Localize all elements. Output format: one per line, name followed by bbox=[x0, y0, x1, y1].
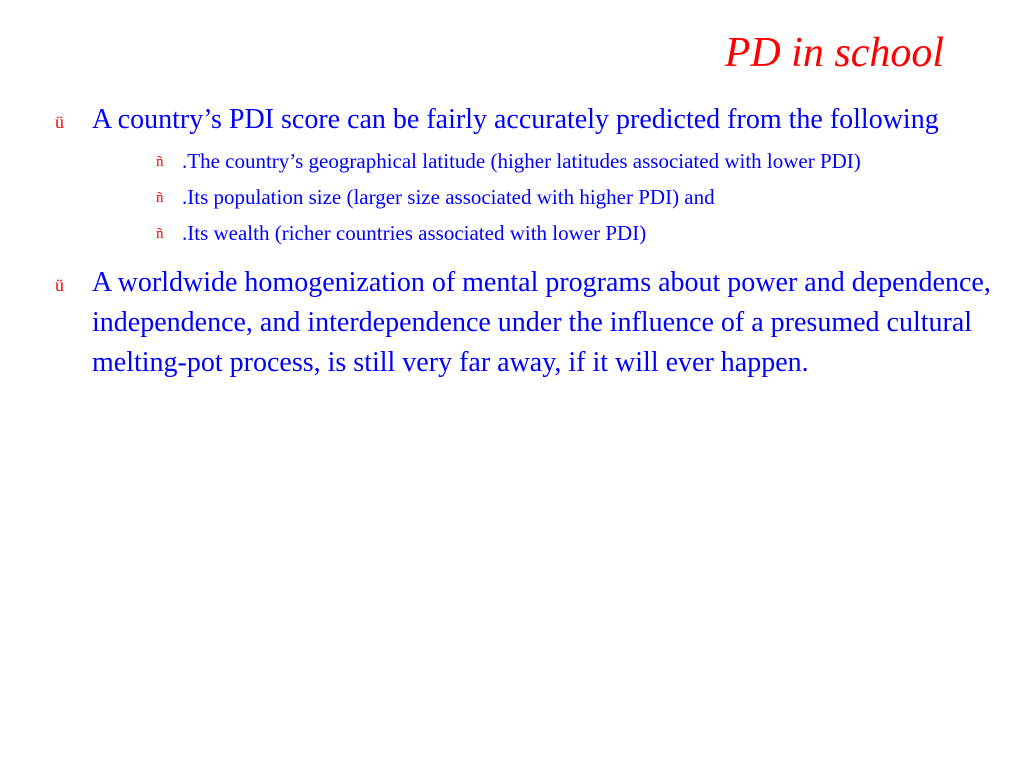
sub-bullet-marker: ñ bbox=[156, 154, 164, 170]
bullet-marker: ü bbox=[55, 112, 64, 132]
sub-bullet-population bbox=[92, 182, 882, 213]
sub-bullet-text: .Its wealth (richer countries associated with lower PDI) bbox=[182, 221, 647, 245]
sub-bullet-text: .Its population size (larger size associated with higher PDI) and bbox=[182, 185, 715, 209]
bullet-marker: ü bbox=[55, 275, 64, 295]
sub-bullet-wealth bbox=[92, 218, 882, 249]
sub-bullet-list bbox=[92, 146, 1000, 249]
sub-bullet-marker: ñ bbox=[156, 190, 164, 206]
sub-bullet-text: .The country’s geographical latitude (higher latitudes associated with lower PDI) bbox=[182, 149, 861, 173]
bullet-text: A worldwide homogenization of mental programs about power and dependence, independence, and interdependence under the influence of a presumed cultural melting-pot process, is still very far away, if it will ever happen. bbox=[92, 267, 991, 378]
bullet-text: A country’s PDI score can be fairly accurately predicted from the following bbox=[92, 104, 939, 135]
slide-title: PD in school bbox=[724, 30, 944, 76]
bullet-item-pdi-prediction bbox=[0, 100, 1000, 249]
sub-bullet-latitude bbox=[92, 146, 882, 177]
sub-bullet-marker: ñ bbox=[156, 226, 164, 242]
bullet-list bbox=[0, 100, 1000, 397]
bullet-item-homogenization bbox=[0, 263, 1000, 383]
